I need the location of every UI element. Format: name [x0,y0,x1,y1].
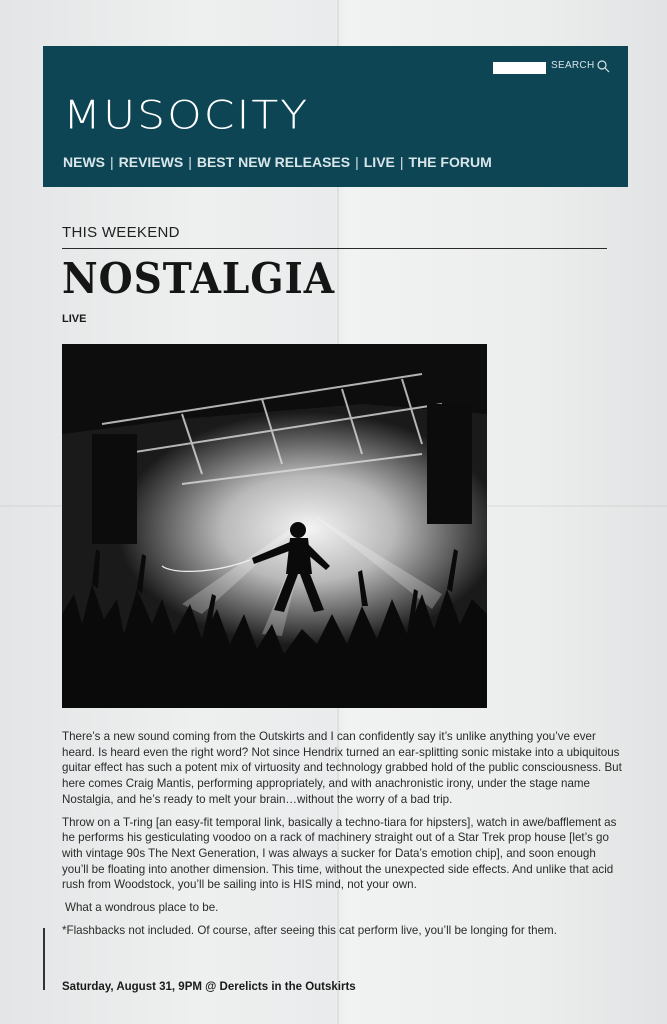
event-details: Saturday, August 31, 9PM @ Derelicts in the Outskirts [62,981,356,993]
nav-separator: | [188,154,192,170]
article-footnote: *Flashbacks not included. Of course, after seeing this cat perform live, you’ll be longing for them. [62,923,557,937]
article-subtitle: LIVE [62,313,87,325]
nav-separator: | [110,154,114,170]
article-kicker: THIS WEEKEND [62,224,180,241]
hero-image [62,344,487,708]
article-paragraph: What a wondrous place to be. [65,901,219,915]
divider [62,248,607,249]
site-logo[interactable]: MUSOCITY [63,92,310,139]
nav-separator: | [399,154,404,170]
search-label[interactable]: SEARCH [551,60,595,71]
nav-item-live[interactable]: LIVE [363,154,395,170]
article-title: NOSTALGIA [62,254,335,303]
nav-item-best-new-releases[interactable]: BEST NEW RELEASES [196,154,351,170]
article-paragraph: Throw on a T-ring [an easy-fit temporal link, basically a techno-tiara for hipsters], watch in awe/bafflement as he performs his gesticulating voodoo on a rack of machinery straight out of a Star Trek prop house [let’s go with vintage 90s The Next Generation, I was always a sucker for Data’s emotion chip], and soon enough you’ll be floating into another dimension. This time, without the unexpected side effects. And unlike that acid rush from Woodstock, you’ll be sailing into is HIS mind, not your own. [62,815,617,892]
main-nav [63,154,492,170]
search-icon[interactable] [596,59,610,73]
article-paragraph: There’s a new sound coming from the Outskirts and I can confidently say it’s unlike anything you’ve ever heard. Is heard even the right word? Not since Hendrix turned an ear-splitting sonic mistake into a ubiquitous guitar effect has such a potent mix of virtuosity and technology grabbed hold of the public consciousness. But here comes Craig Mantis, performing appropriately, and with anachronistic irony, under the stage name Nostalgia, and he’s ready to melt your brain…without the worry of a bad trip. [62,730,622,806]
nav-separator: | [355,154,359,170]
nav-item-reviews[interactable]: REVIEWS [118,154,184,170]
margin-line [43,928,45,990]
site-header [43,46,628,187]
concert-illustration-icon [62,344,487,708]
article-body [62,729,622,945]
nav-item-news[interactable]: NEWS [63,154,105,170]
search-input[interactable] [493,62,546,74]
nav-item-the-forum[interactable]: THE FORUM [408,154,492,170]
